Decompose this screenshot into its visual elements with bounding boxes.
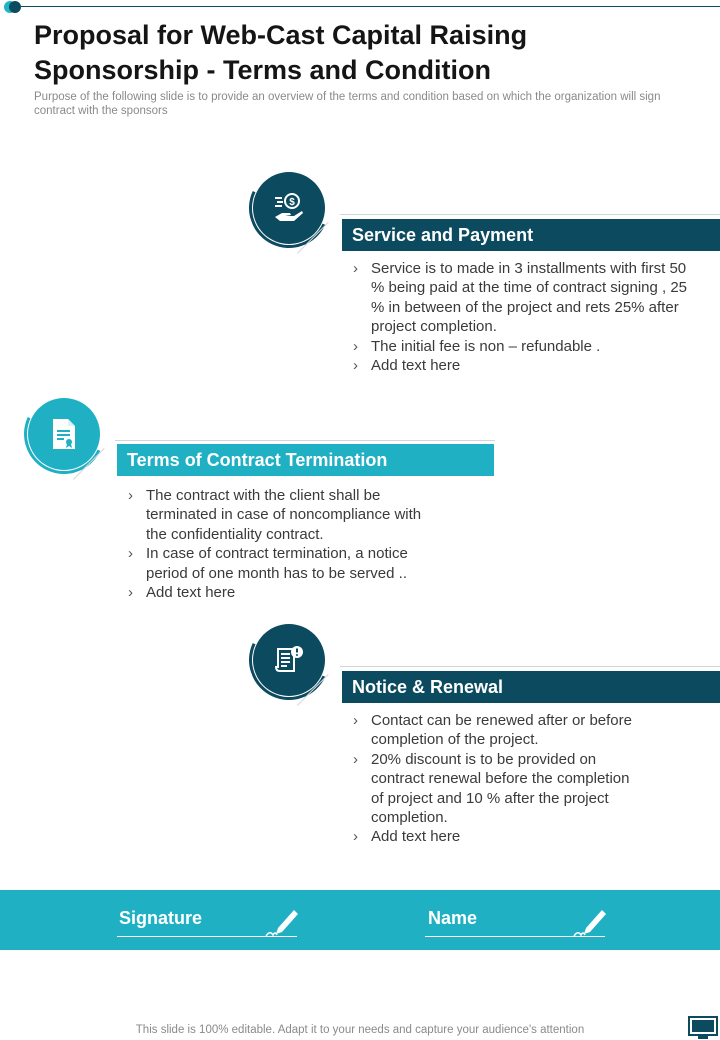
contract-document-icon (49, 417, 79, 451)
section-1-list (351, 259, 691, 375)
section-2-icon-circle (28, 398, 100, 470)
section-1-icon-circle (253, 172, 325, 244)
section-2-list (126, 486, 436, 602)
pen-icon (572, 904, 612, 938)
list-item: › The initial fee is non – refundable . (351, 337, 691, 356)
top-rule (20, 6, 720, 7)
list-item: › Add text here (351, 356, 691, 375)
list-item: › 20% discount is to be provided on contract renewal before the completion of project and 10 % after the project completion. (351, 750, 641, 828)
section-1-heading: Service and Payment (342, 219, 720, 251)
list-item: › Service is to made in 3 installments with first 50 % being paid at the time of contract signing , 25 % in between of the project and rets 25% after project completion. (351, 259, 691, 337)
signature-label: Signature (119, 908, 203, 928)
list-item: › The contract with the client shall be terminated in case of noncompliance with the confidentiality contract. (126, 486, 436, 544)
section-3-list (351, 711, 641, 847)
list-item: › Contact can be renewed after or before completion of the project. (351, 711, 641, 750)
footer-note: This slide is 100% editable. Adapt it to your needs and capture your audience's attention (135, 1024, 585, 1036)
section-2-heading: Terms of Contract Termination (117, 444, 494, 476)
top-accent-dot (4, 1, 20, 13)
list-item: › In case of contract termination, a notice period of one month has to be served .. (126, 544, 436, 583)
pen-icon (264, 904, 304, 938)
section-2-rule (115, 440, 495, 441)
section-3-icon-circle (253, 624, 325, 696)
page-subtitle: Purpose of the following slide is to provide an overview of the terms and condition based on which the organization will sign contract with the sponsors (34, 91, 661, 117)
list-item: › Add text here (351, 827, 641, 846)
list-item: › Add text here (126, 583, 436, 602)
section-3-rule (340, 666, 720, 667)
section-1-rule (340, 214, 720, 215)
name-label: Name (428, 908, 478, 928)
svg-text:$: $ (289, 197, 295, 208)
section-3-heading: Notice & Renewal (342, 671, 720, 703)
notice-scroll-icon (272, 643, 306, 677)
page-title: Proposal for Web-Cast Capital Raising Sponsorship - Terms and Condition (34, 20, 528, 85)
monitor-icon (688, 1016, 718, 1040)
hand-money-icon (272, 191, 306, 225)
signature-band (0, 890, 720, 950)
